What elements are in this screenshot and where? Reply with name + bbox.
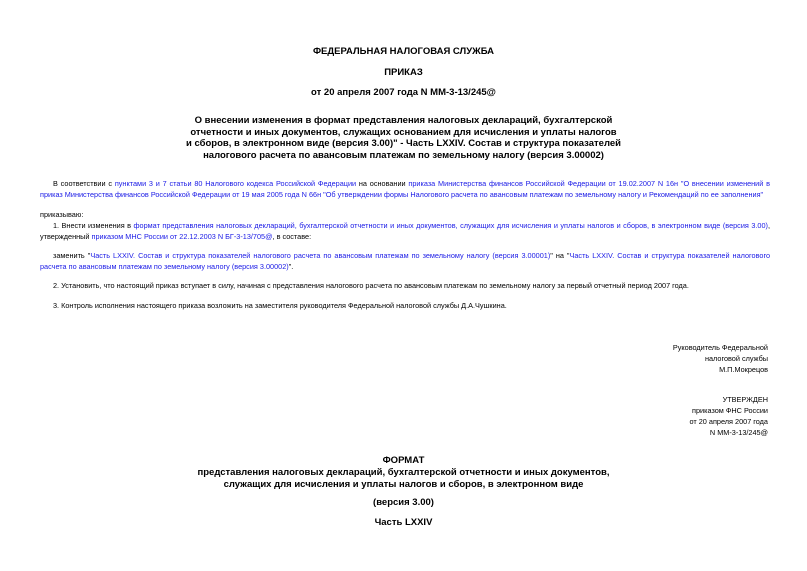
replace-text: " на " (550, 251, 570, 260)
format-subtitle-line: служащих для исчисления и уплаты налогов и сборов, в электронном виде (223, 478, 584, 490)
item-2-paragraph: 2. Установить, что настоящий приказ вступает в силу, начиная с представления налогового расчета по авансовым платежам по земельному налогу за первый отчетный период 2007 года. (53, 281, 689, 290)
format-link[interactable]: формат представления налоговых деклараций, бухгалтерской отчетности и иных документов, служащих для исчисления и уплаты налогов и сборов, в электронном виде (версия 3.00) (133, 221, 768, 230)
item-1-paragraph (40, 220, 770, 242)
agency-heading: ФЕДЕРАЛЬНАЯ НАЛОГОВАЯ СЛУЖБА (312, 46, 495, 57)
mns-order-link[interactable]: приказом МНС России от 22.12.2003 N БГ-3-13/705@ (91, 232, 273, 241)
preamble-paragraph (40, 178, 770, 200)
item-1-text: , в составе: (272, 232, 312, 241)
format-subtitle-line: представления налоговых деклараций, бухгалтерской отчетности и иных документов, (197, 467, 610, 478)
doc-type-heading: ПРИКАЗ (384, 67, 423, 78)
prikazyvayu-text: приказываю: (40, 210, 84, 219)
replace-text: ". (288, 262, 294, 271)
approved-line: УТВЕРЖДЕН (722, 395, 768, 404)
signature-line: налоговой службы (704, 354, 768, 363)
preamble-text: В соответствии с (53, 179, 115, 188)
format-title: ФОРМАТ (382, 455, 425, 466)
doc-date-number: от 20 апреля 2007 года N ММ-3-13/245@ (311, 87, 496, 98)
format-part: Часть LXXIV (374, 517, 433, 528)
title-line: и сборов, в электронном виде (версия 3.00)" - Часть LXXIV. Состав и структура показателей (186, 138, 621, 149)
title-line: отчетности и иных документов, служащих основанием для исчисления и уплаты налогов (190, 126, 617, 138)
approved-line: N ММ-3-13/245@ (709, 428, 768, 437)
item-1-text: 1. Внести изменения в (53, 221, 134, 230)
title-line: налогового расчета по авансовым платежам по земельному налогу (версия 3.00002) (203, 149, 604, 161)
replace-text: заменить " (53, 251, 91, 260)
tax-code-link[interactable]: пунктами 3 и 7 статьи 80 Налогового кодекса Российской Федерации (114, 179, 357, 188)
approved-line: от 20 апреля 2007 года (689, 417, 768, 426)
item-3-paragraph: 3. Контроль исполнения настоящего приказа возложить на заместителя руководителя Федеральной налоговой службы Д.А.Чушкина. (53, 301, 507, 310)
signature-line: М.П.Мокрецов (719, 365, 768, 374)
format-version: (версия 3.00) (373, 497, 434, 508)
signature-line: Руководитель Федеральной (672, 343, 768, 352)
approved-line: приказом ФНС России (692, 406, 768, 415)
title-line: О внесении изменения в формат представления налоговых деклараций, бухгалтерской (194, 115, 613, 126)
replace-paragraph (40, 250, 770, 272)
part-old-link[interactable]: Часть LXXIV. Состав и структура показателей налогового расчета по авансовым платежам по земельному налогу (версия 3.00001) (90, 251, 551, 260)
preamble-text: на основании (356, 179, 409, 188)
item-1-text: , утвержденный (40, 221, 770, 241)
part-new-link[interactable]: Часть LXXIV. Состав и структура показателей налогового расчета по авансовым платежам по земельному налогу (версия 3.00002) (40, 251, 770, 271)
minfin-order-link[interactable]: приказа Министерства финансов Российской Федерации от 19.02.2007 N 16н "О внесении изменений в приказ Министерства финансов Российской Федерации от 19 мая 2005 года N 66н "Об утверждении формы Налогового расчета по авансовым платежам по земельному налогу и Рекомендаций по ее заполнения" (40, 179, 771, 199)
